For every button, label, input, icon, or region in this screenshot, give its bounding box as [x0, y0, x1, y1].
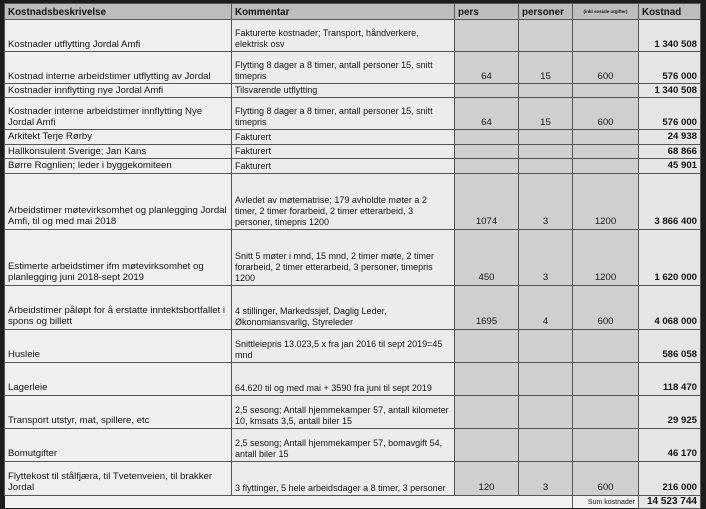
row-persons [519, 20, 573, 52]
row-pers [455, 130, 519, 144]
row-cost: 216 000 [639, 461, 701, 495]
row-cost: 118 470 [639, 362, 701, 395]
table-row [5, 428, 701, 461]
row-pers [455, 362, 519, 395]
header-description: Kostnadsbeskrivelse [5, 4, 232, 20]
row-rate [573, 144, 639, 158]
sum-row [5, 495, 701, 508]
row-comment: Avledet av møtematrise; 179 avholdte møter a 2 timer, 2 timer forarbeid, 2 timer etterarbeid, 3 personer, timepris 1200 [232, 173, 455, 229]
table-row [5, 461, 701, 495]
row-cost: 586 058 [639, 329, 701, 362]
row-persons [519, 395, 573, 428]
row-comment: 2,5 sesong; Antall hjemmekamper 57, antall kilometer 10, kmsats 3,5, antall biler 15 [232, 395, 455, 428]
row-pers: 1074 [455, 173, 519, 229]
header-comment: Kommentar [232, 4, 455, 20]
row-rate: 1200 [573, 173, 639, 229]
row-comment: Tilsvarende utflytting [232, 84, 455, 98]
row-description: Arbeidstimer påløpt for å erstatte inntektsbortfallet i spons og billett [5, 285, 232, 329]
row-comment: 64.620 til og med mai + 3590 fra juni til sept 2019 [232, 362, 455, 395]
row-description: Kostnader interne arbeidstimer innflytting Nye Jordal Amfi [5, 98, 232, 130]
table-row [5, 362, 701, 395]
row-description: Arkitekt Terje Rørby [5, 130, 232, 144]
row-comment: Fakturerte kostnader; Transport, håndverkere, elektrisk osv [232, 20, 455, 52]
row-pers [455, 144, 519, 158]
sum-spacer [5, 495, 232, 508]
row-persons [519, 144, 573, 158]
row-persons [519, 84, 573, 98]
row-description: Lagerleie [5, 362, 232, 395]
sum-label: Sum kostnader [573, 495, 639, 508]
row-pers [455, 84, 519, 98]
row-description: Transport utstyr, mat, spillere, etc [5, 395, 232, 428]
table-row [5, 159, 701, 173]
row-persons [519, 362, 573, 395]
row-persons: 4 [519, 285, 573, 329]
row-comment: Fakturert [232, 159, 455, 173]
row-cost: 576 000 [639, 98, 701, 130]
row-pers: 64 [455, 98, 519, 130]
row-rate: 600 [573, 98, 639, 130]
row-pers [455, 428, 519, 461]
row-pers: 1695 [455, 285, 519, 329]
row-pers [455, 20, 519, 52]
row-persons: 15 [519, 98, 573, 130]
row-cost: 576 000 [639, 52, 701, 84]
row-description: Hallkonsulent Sverige; Jan Kans [5, 144, 232, 158]
row-cost: 1 340 508 [639, 20, 701, 52]
row-rate [573, 329, 639, 362]
cost-spreadsheet [4, 3, 700, 508]
row-persons: 15 [519, 52, 573, 84]
row-rate [573, 84, 639, 98]
table-row [5, 130, 701, 144]
row-cost: 1 340 508 [639, 84, 701, 98]
row-description: Børre Rognlien; leder i byggekomiteen [5, 159, 232, 173]
table-row [5, 84, 701, 98]
row-persons [519, 130, 573, 144]
row-comment: 3 flyttinger, 5 hele arbeidsdager a 8 timer, 3 personer [232, 461, 455, 495]
row-cost: 46 170 [639, 428, 701, 461]
sum-spacer [455, 495, 519, 508]
row-rate [573, 20, 639, 52]
cost-table [4, 3, 701, 509]
row-pers: 120 [455, 461, 519, 495]
table-row [5, 98, 701, 130]
row-description: Kostnader innflytting nye Jordal Amfi [5, 84, 232, 98]
table-row [5, 395, 701, 428]
row-cost: 1 620 000 [639, 229, 701, 285]
table-row [5, 329, 701, 362]
header-row [5, 4, 701, 20]
table-row [5, 52, 701, 84]
row-comment: Fakturert [232, 130, 455, 144]
row-comment: Snitt 5 møter i mnd, 15 mnd, 2 timer møte, 2 timer forarbeid, 2 timer etterarbeid, 3 personer, timepris 1200 [232, 229, 455, 285]
row-comment: Snittleiepris 13.023,5 x fra jan 2016 til sept 2019=45 mnd [232, 329, 455, 362]
row-persons [519, 329, 573, 362]
row-pers [455, 329, 519, 362]
row-cost: 29 925 [639, 395, 701, 428]
row-cost: 24 938 [639, 130, 701, 144]
row-rate [573, 395, 639, 428]
table-row [5, 173, 701, 229]
row-rate [573, 130, 639, 144]
header-rate-note: (inkl sosiale utgifter) [573, 4, 639, 20]
row-persons: 3 [519, 173, 573, 229]
table-row [5, 20, 701, 52]
row-rate [573, 159, 639, 173]
row-rate: 600 [573, 285, 639, 329]
row-pers: 64 [455, 52, 519, 84]
row-comment: Flytting 8 dager a 8 timer, antall personer 15, snitt timepris [232, 98, 455, 130]
row-pers: 450 [455, 229, 519, 285]
row-rate: 1200 [573, 229, 639, 285]
row-description: Arbeidstimer møtevirksomhet og planlegging Jordal Amfi, til og med mai 2018 [5, 173, 232, 229]
row-comment: 2,5 sesong; Antall hjemmekamper 57, bomavgift 54, antall biler 15 [232, 428, 455, 461]
row-comment: 4 stillinger, Markedssjef, Daglig Leder, Økonomiansvarlig, Styreleder [232, 285, 455, 329]
sum-spacer [232, 495, 455, 508]
row-description: Husleie [5, 329, 232, 362]
row-pers [455, 159, 519, 173]
row-description: Kostnad interne arbeidstimer utflytting av Jordal [5, 52, 232, 84]
table-row [5, 144, 701, 158]
row-description: Bomutgifter [5, 428, 232, 461]
row-comment: Flytting 8 dager a 8 timer, antall personer 15, snitt timepris [232, 52, 455, 84]
row-persons [519, 428, 573, 461]
table-row [5, 285, 701, 329]
row-rate [573, 362, 639, 395]
table-row [5, 229, 701, 285]
header-persons: personer [519, 4, 573, 20]
header-pers: pers [455, 4, 519, 20]
row-rate [573, 428, 639, 461]
row-cost: 45 901 [639, 159, 701, 173]
row-description: Kostnader utflytting Jordal Amfi [5, 20, 232, 52]
header-cost: Kostnad [639, 4, 701, 20]
row-cost: 4 068 000 [639, 285, 701, 329]
row-description: Flyttekost til stålfjæra, til Tvetenveien, til brakker Jordal [5, 461, 232, 495]
sum-spacer [519, 495, 573, 508]
row-persons: 3 [519, 229, 573, 285]
row-cost: 68 866 [639, 144, 701, 158]
row-persons [519, 159, 573, 173]
row-comment: Fakturert [232, 144, 455, 158]
row-pers [455, 395, 519, 428]
sum-value: 14 523 744 [639, 495, 701, 508]
row-rate: 600 [573, 461, 639, 495]
row-rate: 600 [573, 52, 639, 84]
row-description: Estimerte arbeidstimer ifm møtevirksomhet og planlegging juni 2018-sept 2019 [5, 229, 232, 285]
row-cost: 3 866 400 [639, 173, 701, 229]
row-persons: 3 [519, 461, 573, 495]
